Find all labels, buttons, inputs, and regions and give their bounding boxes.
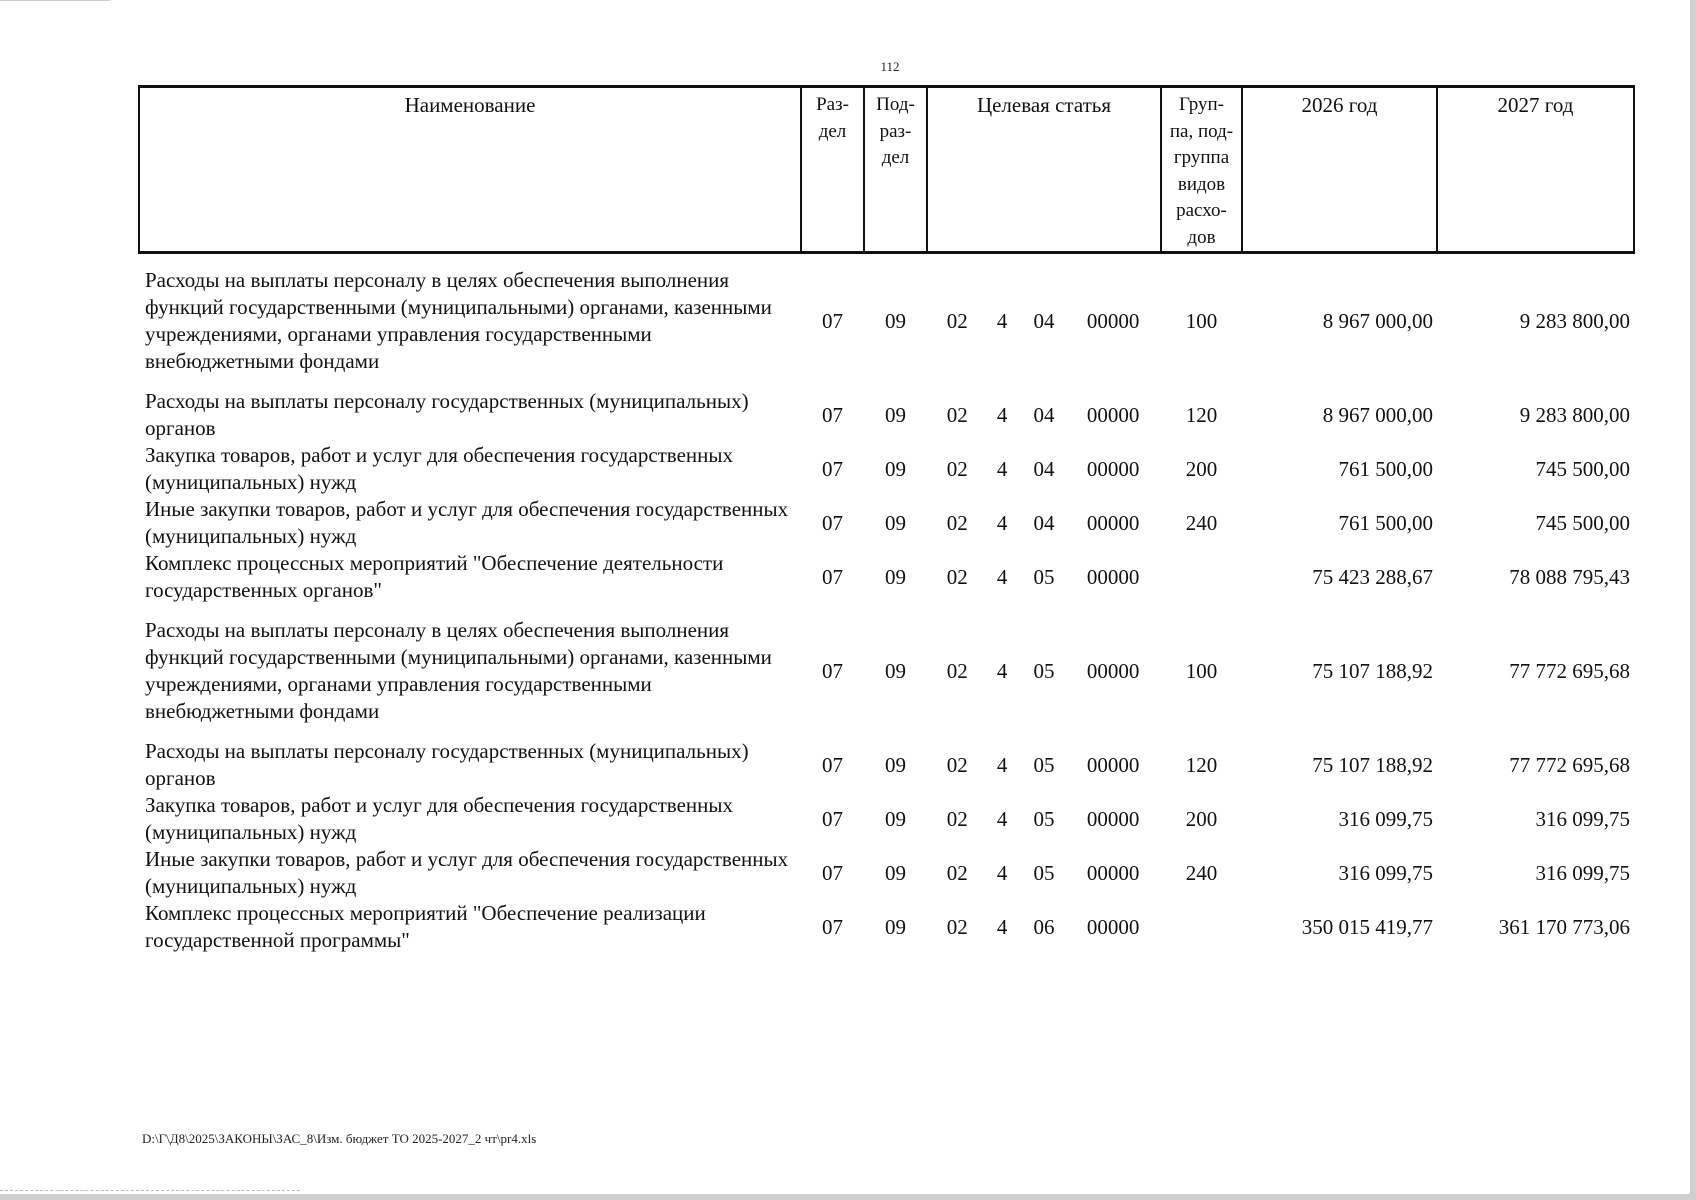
row-name: Комплекс процессных мероприятий "Обеспечение деятельности государственных органов" (145, 551, 724, 602)
celevaya-statya-cs4: 00000 (1086, 402, 1140, 427)
row-celevaya-statya (927, 550, 1161, 604)
row-podrazdel: 09 (885, 914, 906, 939)
scan-edge-bottom (0, 1194, 1696, 1200)
row-razdel: 07 (822, 658, 843, 683)
celevaya-statya-cs3: 05 (1033, 806, 1055, 831)
row-vid-rashodov: 200 (1185, 456, 1218, 481)
row-podrazdel: 09 (885, 402, 906, 427)
row-spacer-cell (139, 375, 1634, 388)
celevaya-statya-cs1: 02 (946, 510, 968, 535)
row-amount-2027: 77 772 695,68 (1509, 658, 1630, 683)
celevaya-statya-parts (930, 914, 1158, 941)
celevaya-statya-cs4: 00000 (1086, 510, 1140, 535)
celevaya-statya-cs1: 02 (946, 402, 968, 427)
row-amount-2026: 761 500,00 (1338, 510, 1433, 535)
header-gruppa-vidov-rashodov: Груп- па, под- группа видов расхо- дов (1161, 87, 1242, 253)
celevaya-statya-cs2: 4 (996, 510, 1008, 535)
table-row (139, 900, 1634, 954)
row-name: Расходы на выплаты персоналу государственных (муниципальных) органов (145, 389, 749, 440)
table-row (139, 617, 1634, 725)
celevaya-statya-cs2: 4 (996, 456, 1008, 481)
header-year-2027: 2027 год (1437, 87, 1634, 253)
file-path-footer: D:\Г\Д8\2025\ЗАКОНЫ\ЗАС_8\Изм. бюджет ТО 2025-2027_2 чт\pr4.xls (142, 1131, 537, 1146)
celevaya-statya-cs4: 00000 (1086, 564, 1140, 589)
celevaya-statya-cs1: 02 (946, 752, 968, 777)
table-header (139, 87, 1634, 253)
celevaya-statya-cs4: 00000 (1086, 752, 1140, 777)
row-vid-rashodov: 240 (1185, 510, 1218, 535)
header-razdel: Раз- дел (801, 87, 864, 253)
row-spacer-cell (139, 725, 1634, 738)
celevaya-statya-cs4: 00000 (1086, 456, 1140, 481)
row-amount-2027: 77 772 695,68 (1509, 752, 1630, 777)
celevaya-statya-cs1: 02 (946, 806, 968, 831)
table-row (139, 792, 1634, 846)
celevaya-statya-cs4: 00000 (1086, 914, 1140, 939)
table-row (139, 442, 1634, 496)
row-razdel: 07 (822, 456, 843, 481)
celevaya-statya-parts (930, 456, 1158, 483)
row-name: Закупка товаров, работ и услуг для обеспечения государственных (муниципальных) нужд (145, 793, 734, 844)
celevaya-statya-cs2: 4 (996, 752, 1008, 777)
row-celevaya-statya (927, 496, 1161, 550)
table-row (139, 550, 1634, 604)
table-row (139, 496, 1634, 550)
celevaya-statya-cs1: 02 (946, 308, 968, 333)
table-row (139, 388, 1634, 442)
celevaya-statya-cs2: 4 (996, 806, 1008, 831)
row-podrazdel: 09 (885, 510, 906, 535)
celevaya-statya-parts (930, 658, 1158, 685)
celevaya-statya-cs2: 4 (996, 564, 1008, 589)
row-podrazdel: 09 (885, 564, 906, 589)
row-amount-2027: 361 170 773,06 (1498, 914, 1630, 939)
celevaya-statya-cs2: 4 (996, 402, 1008, 427)
header-podrazdel: Под- раз- дел (864, 87, 927, 253)
celevaya-statya-cs4: 00000 (1086, 308, 1140, 333)
row-name: Расходы на выплаты персоналу в целях обеспечения выполнения функций государственными (муниципальными) органами, казенными учреждениями, органами управления государственными внебюджетными фондами (145, 268, 772, 373)
row-podrazdel: 09 (885, 752, 906, 777)
row-name: Расходы на выплаты персоналу государственных (муниципальных) органов (145, 739, 749, 790)
row-podrazdel: 09 (885, 860, 906, 885)
row-amount-2026: 8 967 000,00 (1322, 308, 1433, 333)
row-amount-2026: 8 967 000,00 (1322, 402, 1433, 427)
celevaya-statya-cs2: 4 (996, 308, 1008, 333)
row-amount-2026: 350 015 419,77 (1301, 914, 1433, 939)
row-celevaya-statya (927, 846, 1161, 900)
row-razdel: 07 (822, 510, 843, 535)
row-name: Расходы на выплаты персоналу в целях обеспечения выполнения функций государственными (муниципальными) органами, казенными учреждениями, органами управления государственными внебюджетными фондами (145, 618, 772, 723)
header-celevaya-statya: Целевая статья (927, 87, 1161, 253)
row-amount-2027: 745 500,00 (1535, 456, 1630, 481)
row-podrazdel: 09 (885, 456, 906, 481)
row-amount-2027: 316 099,75 (1535, 806, 1630, 831)
row-podrazdel: 09 (885, 308, 906, 333)
celevaya-statya-cs2: 4 (996, 914, 1008, 939)
row-vid-rashodov (1161, 900, 1242, 954)
row-razdel: 07 (822, 752, 843, 777)
celevaya-statya-parts (930, 752, 1158, 779)
celevaya-statya-cs3: 04 (1033, 510, 1055, 535)
celevaya-statya-cs1: 02 (946, 564, 968, 589)
row-name: Закупка товаров, работ и услуг для обеспечения государственных (муниципальных) нужд (145, 443, 734, 494)
row-celevaya-statya (927, 738, 1161, 792)
table-row (139, 846, 1634, 900)
row-amount-2027: 9 283 800,00 (1519, 308, 1630, 333)
celevaya-statya-cs4: 00000 (1086, 806, 1140, 831)
row-amount-2027: 9 283 800,00 (1519, 402, 1630, 427)
row-spacer-cell (139, 604, 1634, 617)
row-razdel: 07 (822, 914, 843, 939)
row-vid-rashodov (1161, 550, 1242, 604)
table-row (139, 267, 1634, 375)
row-amount-2026: 761 500,00 (1338, 456, 1433, 481)
header-name: Наименование (139, 87, 801, 253)
celevaya-statya-parts (930, 806, 1158, 833)
row-amount-2026: 75 423 288,67 (1312, 564, 1433, 589)
celevaya-statya-cs3: 05 (1033, 860, 1055, 885)
row-razdel: 07 (822, 806, 843, 831)
row-amount-2027: 78 088 795,43 (1509, 564, 1630, 589)
row-spacer-cell (139, 253, 1634, 268)
row-amount-2027: 745 500,00 (1535, 510, 1630, 535)
row-razdel: 07 (822, 402, 843, 427)
row-spacer (139, 253, 1634, 268)
row-amount-2026: 75 107 188,92 (1312, 752, 1433, 777)
celevaya-statya-cs3: 04 (1033, 308, 1055, 333)
celevaya-statya-cs2: 4 (996, 658, 1008, 683)
row-vid-rashodov: 200 (1185, 806, 1218, 831)
row-razdel: 07 (822, 860, 843, 885)
celevaya-statya-parts (930, 402, 1158, 429)
row-vid-rashodov: 120 (1185, 752, 1218, 777)
celevaya-statya-cs1: 02 (946, 860, 968, 885)
row-podrazdel: 09 (885, 806, 906, 831)
row-celevaya-statya (927, 442, 1161, 496)
row-vid-rashodov: 100 (1185, 308, 1218, 333)
row-celevaya-statya (927, 792, 1161, 846)
celevaya-statya-cs3: 05 (1033, 564, 1055, 589)
row-spacer (139, 604, 1634, 617)
scan-artifact-top (0, 0, 110, 1)
row-amount-2027: 316 099,75 (1535, 860, 1630, 885)
row-podrazdel: 09 (885, 658, 906, 683)
celevaya-statya-cs1: 02 (946, 914, 968, 939)
row-celevaya-statya (927, 388, 1161, 442)
row-vid-rashodov: 120 (1185, 402, 1218, 427)
celevaya-statya-cs2: 4 (996, 860, 1008, 885)
row-amount-2026: 316 099,75 (1338, 860, 1433, 885)
row-razdel: 07 (822, 308, 843, 333)
budget-table (138, 85, 1635, 954)
celevaya-statya-cs3: 04 (1033, 456, 1055, 481)
table-body (139, 253, 1634, 955)
row-name: Комплекс процессных мероприятий "Обеспечение реализации государственной программы" (145, 901, 706, 952)
celevaya-statya-parts (930, 308, 1158, 335)
row-amount-2026: 75 107 188,92 (1312, 658, 1433, 683)
row-spacer (139, 725, 1634, 738)
row-vid-rashodov: 100 (1185, 658, 1218, 683)
celevaya-statya-cs3: 06 (1033, 914, 1055, 939)
celevaya-statya-parts (930, 564, 1158, 591)
celevaya-statya-cs3: 04 (1033, 402, 1055, 427)
row-celevaya-statya (927, 617, 1161, 725)
celevaya-statya-cs3: 05 (1033, 752, 1055, 777)
scan-edge-right (1690, 0, 1696, 1200)
row-amount-2026: 316 099,75 (1338, 806, 1433, 831)
celevaya-statya-parts (930, 510, 1158, 537)
row-vid-rashodov: 240 (1185, 860, 1218, 885)
row-spacer (139, 375, 1634, 388)
header-year-2026: 2026 год (1242, 87, 1437, 253)
celevaya-statya-cs4: 00000 (1086, 658, 1140, 683)
celevaya-statya-cs1: 02 (946, 658, 968, 683)
scan-artifact-bottom (0, 1190, 300, 1191)
row-name: Иные закупки товаров, работ и услуг для обеспечения государственных (муниципальных) нужд (145, 847, 789, 898)
row-name: Иные закупки товаров, работ и услуг для обеспечения государственных (муниципальных) нужд (145, 497, 789, 548)
table-row (139, 738, 1634, 792)
celevaya-statya-parts (930, 860, 1158, 887)
celevaya-statya-cs3: 05 (1033, 658, 1055, 683)
celevaya-statya-cs1: 02 (946, 456, 968, 481)
page-number: 112 (880, 59, 900, 74)
row-razdel: 07 (822, 564, 843, 589)
celevaya-statya-cs4: 00000 (1086, 860, 1140, 885)
row-celevaya-statya (927, 900, 1161, 954)
row-celevaya-statya (927, 267, 1161, 375)
